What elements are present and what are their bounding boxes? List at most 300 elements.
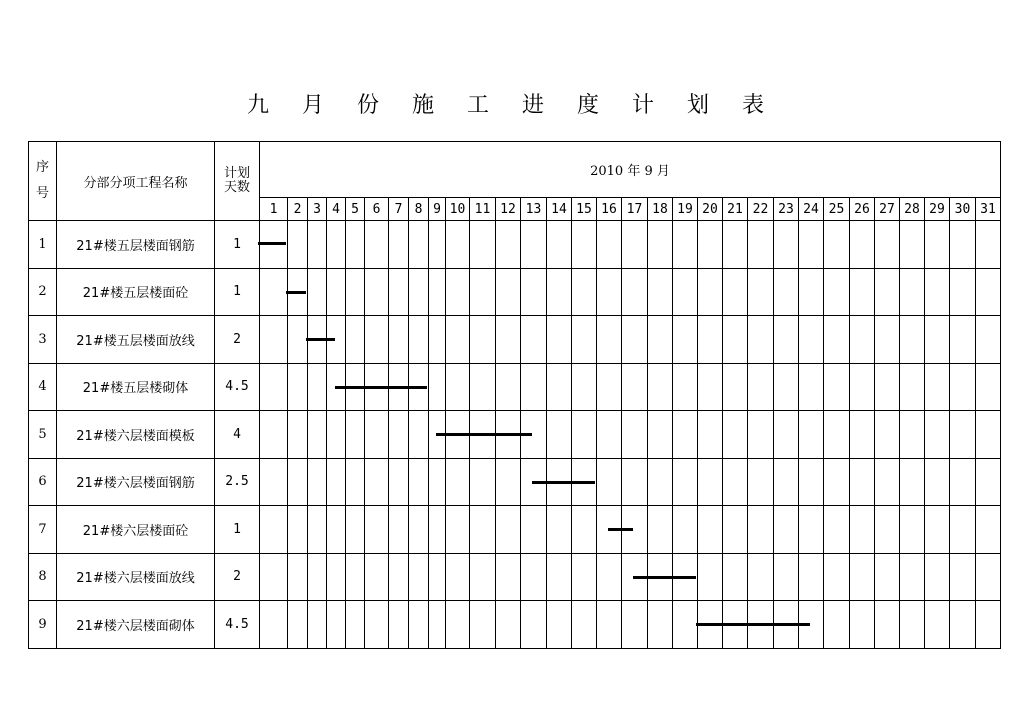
task-name: 21#楼六层楼面模板: [57, 411, 215, 459]
gantt-cell: [260, 363, 288, 411]
gantt-cell: [622, 316, 648, 364]
gantt-cell: [521, 506, 547, 554]
gantt-cell: [496, 363, 521, 411]
gantt-cell: [547, 363, 572, 411]
gantt-cell: [875, 601, 900, 649]
task-name: 21#楼六层楼面钢筋: [57, 458, 215, 506]
task-name: 21#楼五层楼砌体: [57, 363, 215, 411]
gantt-cell: [597, 316, 622, 364]
gantt-cell: [572, 316, 597, 364]
gantt-cell: [824, 268, 850, 316]
gantt-cell: [327, 601, 346, 649]
gantt-cell: [572, 506, 597, 554]
table-row: [29, 601, 1001, 649]
day-header: 13: [521, 198, 547, 221]
day-header: 10: [446, 198, 470, 221]
gantt-cell: [260, 411, 288, 459]
gantt-cell: [521, 553, 547, 601]
planned-days: 2: [215, 553, 260, 601]
gantt-cell: [260, 553, 288, 601]
gantt-cell: [900, 363, 925, 411]
gantt-cell: [622, 458, 648, 506]
gantt-cell: [308, 553, 327, 601]
gantt-cell: [950, 553, 976, 601]
row-number: 1: [29, 221, 57, 269]
schedule-table: [28, 141, 1001, 649]
gantt-cell: [976, 458, 1001, 506]
gantt-cell: [547, 506, 572, 554]
gantt-cell: [799, 221, 824, 269]
row-number: 5: [29, 411, 57, 459]
gantt-cell: [824, 553, 850, 601]
gantt-cell: [521, 268, 547, 316]
gantt-cell: [288, 221, 308, 269]
gantt-cell: [774, 506, 799, 554]
day-header: 16: [597, 198, 622, 221]
day-header: 8: [409, 198, 429, 221]
gantt-cell: [648, 316, 673, 364]
gantt-cell: [850, 506, 875, 554]
gantt-cell: [327, 268, 346, 316]
day-header: 28: [900, 198, 925, 221]
day-header: 12: [496, 198, 521, 221]
gantt-cell: [622, 268, 648, 316]
gantt-cell: [799, 316, 824, 364]
gantt-cell: [824, 458, 850, 506]
gantt-cell: [288, 553, 308, 601]
gantt-cell: [389, 458, 409, 506]
gantt-cell: [925, 316, 950, 364]
gantt-cell: [547, 316, 572, 364]
gantt-cell: [748, 458, 774, 506]
gantt-cell: [496, 221, 521, 269]
gantt-cell: [409, 268, 429, 316]
gantt-cell: [288, 411, 308, 459]
gantt-cell: [875, 221, 900, 269]
gantt-cell: [850, 363, 875, 411]
gantt-cell: [799, 506, 824, 554]
gantt-cell: [365, 411, 389, 459]
gantt-cell: [698, 221, 723, 269]
task-name: 21#楼六层楼面砌体: [57, 601, 215, 649]
day-header: 11: [470, 198, 496, 221]
table-row: [29, 316, 1001, 364]
gantt-cell: [925, 411, 950, 459]
task-name: 21#楼六层楼面砼: [57, 506, 215, 554]
gantt-cell: [429, 601, 446, 649]
row-number: 8: [29, 553, 57, 601]
gantt-cell: [698, 506, 723, 554]
gantt-cell: [824, 601, 850, 649]
gantt-cell: [875, 363, 900, 411]
gantt-cell: [365, 221, 389, 269]
gantt-cell: [748, 268, 774, 316]
gantt-cell: [470, 316, 496, 364]
gantt-cell: [622, 221, 648, 269]
gantt-cell: [446, 506, 470, 554]
gantt-cell: [976, 601, 1001, 649]
gantt-bar: [436, 433, 533, 436]
gantt-cell: [496, 506, 521, 554]
gantt-cell: [409, 553, 429, 601]
gantt-cell: [470, 553, 496, 601]
gantt-cell: [673, 458, 698, 506]
gantt-cell: [429, 553, 446, 601]
gantt-cell: [308, 363, 327, 411]
gantt-cell: [496, 601, 521, 649]
gantt-cell: [925, 601, 950, 649]
gantt-cell: [365, 316, 389, 364]
gantt-cell: [288, 316, 308, 364]
gantt-cell: [597, 221, 622, 269]
gantt-cell: [900, 316, 925, 364]
gantt-cell: [597, 363, 622, 411]
day-header: 25: [824, 198, 850, 221]
gantt-cell: [409, 221, 429, 269]
gantt-cell: [723, 553, 748, 601]
gantt-cell: [824, 411, 850, 459]
gantt-cell: [698, 316, 723, 364]
day-header: 29: [925, 198, 950, 221]
gantt-cell: [327, 221, 346, 269]
gantt-cell: [723, 411, 748, 459]
day-header: 24: [799, 198, 824, 221]
gantt-cell: [327, 458, 346, 506]
gantt-cell: [748, 506, 774, 554]
gantt-cell: [389, 553, 409, 601]
gantt-cell: [950, 363, 976, 411]
gantt-cell: [260, 458, 288, 506]
gantt-cell: [824, 363, 850, 411]
gantt-cell: [470, 221, 496, 269]
header-task-name: 分部分项工程名称: [57, 142, 215, 221]
gantt-cell: [597, 553, 622, 601]
day-header: 20: [698, 198, 723, 221]
gantt-bar: [696, 623, 810, 626]
gantt-cell: [925, 506, 950, 554]
gantt-cell: [622, 411, 648, 459]
gantt-cell: [327, 506, 346, 554]
gantt-cell: [824, 506, 850, 554]
task-name: 21#楼五层楼面砼: [57, 268, 215, 316]
gantt-cell: [950, 316, 976, 364]
gantt-bar: [286, 291, 306, 294]
gantt-cell: [308, 411, 327, 459]
gantt-cell: [723, 506, 748, 554]
gantt-cell: [875, 411, 900, 459]
gantt-cell: [327, 411, 346, 459]
table-row: [29, 506, 1001, 554]
gantt-bar: [633, 576, 696, 579]
gantt-cell: [409, 458, 429, 506]
gantt-cell: [288, 506, 308, 554]
gantt-cell: [597, 268, 622, 316]
gantt-cell: [346, 506, 365, 554]
gantt-cell: [572, 601, 597, 649]
gantt-cell: [723, 363, 748, 411]
gantt-cell: [496, 268, 521, 316]
gantt-cell: [429, 506, 446, 554]
gantt-cell: [409, 601, 429, 649]
gantt-cell: [446, 553, 470, 601]
task-name: 21#楼五层楼面钢筋: [57, 221, 215, 269]
planned-days: 2.5: [215, 458, 260, 506]
gantt-cell: [346, 221, 365, 269]
gantt-bar: [532, 481, 595, 484]
day-header: 17: [622, 198, 648, 221]
gantt-cell: [389, 601, 409, 649]
gantt-cell: [976, 553, 1001, 601]
table-row: [29, 553, 1001, 601]
gantt-cell: [346, 601, 365, 649]
day-header: 18: [648, 198, 673, 221]
row-number: 2: [29, 268, 57, 316]
gantt-cell: [429, 458, 446, 506]
gantt-cell: [648, 601, 673, 649]
row-number: 7: [29, 506, 57, 554]
gantt-cell: [648, 506, 673, 554]
table-row: [29, 458, 1001, 506]
gantt-cell: [673, 411, 698, 459]
gantt-cell: [648, 411, 673, 459]
gantt-cell: [260, 506, 288, 554]
gantt-cell: [950, 458, 976, 506]
gantt-cell: [799, 458, 824, 506]
gantt-cell: [409, 506, 429, 554]
gantt-cell: [900, 268, 925, 316]
gantt-cell: [875, 553, 900, 601]
gantt-cell: [389, 268, 409, 316]
gantt-cell: [976, 316, 1001, 364]
gantt-cell: [900, 601, 925, 649]
gantt-cell: [925, 363, 950, 411]
day-header: 26: [850, 198, 875, 221]
gantt-cell: [673, 506, 698, 554]
gantt-cell: [900, 458, 925, 506]
gantt-cell: [799, 553, 824, 601]
day-header: 3: [308, 198, 327, 221]
gantt-cell: [547, 268, 572, 316]
gantt-cell: [365, 268, 389, 316]
gantt-cell: [308, 221, 327, 269]
gantt-cell: [446, 601, 470, 649]
gantt-cell: [365, 553, 389, 601]
gantt-cell: [521, 221, 547, 269]
gantt-cell: [698, 411, 723, 459]
gantt-cell: [470, 458, 496, 506]
gantt-cell: [698, 268, 723, 316]
gantt-cell: [597, 411, 622, 459]
gantt-cell: [346, 316, 365, 364]
gantt-cell: [260, 268, 288, 316]
row-number: 4: [29, 363, 57, 411]
gantt-cell: [496, 316, 521, 364]
gantt-cell: [976, 506, 1001, 554]
gantt-cell: [409, 316, 429, 364]
gantt-cell: [521, 601, 547, 649]
gantt-cell: [774, 363, 799, 411]
gantt-cell: [850, 601, 875, 649]
gantt-cell: [346, 458, 365, 506]
gantt-cell: [698, 363, 723, 411]
day-header: 15: [572, 198, 597, 221]
gantt-cell: [288, 458, 308, 506]
gantt-cell: [572, 553, 597, 601]
gantt-cell: [597, 458, 622, 506]
page-title: 九 月 份 施 工 进 度 计 划 表: [247, 93, 777, 118]
gantt-cell: [389, 316, 409, 364]
gantt-cell: [850, 553, 875, 601]
gantt-cell: [308, 601, 327, 649]
gantt-cell: [365, 458, 389, 506]
gantt-cell: [850, 268, 875, 316]
header-seq: 序 号: [29, 142, 57, 221]
gantt-cell: [470, 601, 496, 649]
gantt-cell: [673, 316, 698, 364]
gantt-cell: [824, 221, 850, 269]
gantt-cell: [875, 458, 900, 506]
gantt-bar: [258, 242, 286, 245]
gantt-cell: [389, 411, 409, 459]
gantt-cell: [950, 411, 976, 459]
planned-days: 4: [215, 411, 260, 459]
gantt-cell: [308, 268, 327, 316]
gantt-cell: [925, 553, 950, 601]
gantt-cell: [673, 363, 698, 411]
planned-days: 4.5: [215, 601, 260, 649]
planned-days: 2: [215, 316, 260, 364]
gantt-cell: [597, 601, 622, 649]
gantt-cell: [875, 268, 900, 316]
gantt-cell: [925, 268, 950, 316]
gantt-cell: [260, 316, 288, 364]
gantt-cell: [925, 458, 950, 506]
day-header: 30: [950, 198, 976, 221]
task-name: 21#楼六层楼面放线: [57, 553, 215, 601]
gantt-cell: [429, 316, 446, 364]
gantt-cell: [850, 458, 875, 506]
gantt-cell: [774, 221, 799, 269]
gantt-cell: [429, 268, 446, 316]
task-name: 21#楼五层楼面放线: [57, 316, 215, 364]
gantt-cell: [446, 221, 470, 269]
header-planned-days: 计划 天数: [215, 142, 260, 221]
planned-days: 1: [215, 506, 260, 554]
gantt-cell: [748, 553, 774, 601]
gantt-cell: [446, 268, 470, 316]
gantt-cell: [950, 221, 976, 269]
gantt-cell: [260, 601, 288, 649]
gantt-cell: [723, 268, 748, 316]
gantt-cell: [799, 411, 824, 459]
header-month: 2010 年 9 月: [260, 142, 1001, 198]
gantt-cell: [698, 458, 723, 506]
gantt-cell: [496, 458, 521, 506]
gantt-cell: [950, 601, 976, 649]
gantt-cell: [429, 221, 446, 269]
gantt-cell: [748, 221, 774, 269]
gantt-cell: [446, 363, 470, 411]
gantt-cell: [365, 601, 389, 649]
gantt-cell: [774, 411, 799, 459]
gantt-cell: [774, 553, 799, 601]
day-header: 1: [260, 198, 288, 221]
day-header: 23: [774, 198, 799, 221]
gantt-cell: [572, 221, 597, 269]
gantt-cell: [900, 221, 925, 269]
gantt-cell: [673, 601, 698, 649]
day-header: 27: [875, 198, 900, 221]
gantt-cell: [288, 363, 308, 411]
gantt-cell: [547, 601, 572, 649]
gantt-cell: [976, 363, 1001, 411]
gantt-cell: [572, 268, 597, 316]
planned-days: 4.5: [215, 363, 260, 411]
gantt-cell: [308, 458, 327, 506]
gantt-cell: [648, 268, 673, 316]
gantt-cell: [648, 458, 673, 506]
gantt-cell: [622, 363, 648, 411]
gantt-bar: [335, 386, 428, 389]
gantt-cell: [774, 316, 799, 364]
gantt-cell: [774, 458, 799, 506]
gantt-cell: [470, 363, 496, 411]
day-header: 21: [723, 198, 748, 221]
day-header: 7: [389, 198, 409, 221]
gantt-cell: [470, 506, 496, 554]
gantt-cell: [799, 363, 824, 411]
day-header: 19: [673, 198, 698, 221]
gantt-cell: [900, 553, 925, 601]
gantt-cell: [365, 506, 389, 554]
gantt-cell: [850, 316, 875, 364]
gantt-cell: [850, 221, 875, 269]
gantt-cell: [389, 506, 409, 554]
gantt-cell: [547, 411, 572, 459]
table-row: [29, 268, 1001, 316]
gantt-bar: [306, 338, 335, 341]
gantt-cell: [346, 268, 365, 316]
gantt-cell: [648, 363, 673, 411]
gantt-cell: [875, 316, 900, 364]
gantt-cell: [622, 601, 648, 649]
gantt-cell: [288, 601, 308, 649]
planned-days: 1: [215, 268, 260, 316]
gantt-cell: [547, 553, 572, 601]
day-header: 9: [429, 198, 446, 221]
gantt-cell: [470, 268, 496, 316]
gantt-cell: [547, 221, 572, 269]
gantt-cell: [875, 506, 900, 554]
gantt-cell: [748, 363, 774, 411]
gantt-cell: [799, 268, 824, 316]
day-header: 4: [327, 198, 346, 221]
day-header: 6: [365, 198, 389, 221]
day-header: 31: [976, 198, 1001, 221]
gantt-cell: [572, 363, 597, 411]
gantt-cell: [850, 411, 875, 459]
gantt-cell: [673, 268, 698, 316]
gantt-cell: [572, 411, 597, 459]
gantt-cell: [346, 553, 365, 601]
gantt-cell: [698, 553, 723, 601]
day-header: 5: [346, 198, 365, 221]
gantt-cell: [723, 458, 748, 506]
gantt-cell: [429, 363, 446, 411]
row-number: 3: [29, 316, 57, 364]
gantt-cell: [774, 268, 799, 316]
gantt-cell: [648, 221, 673, 269]
